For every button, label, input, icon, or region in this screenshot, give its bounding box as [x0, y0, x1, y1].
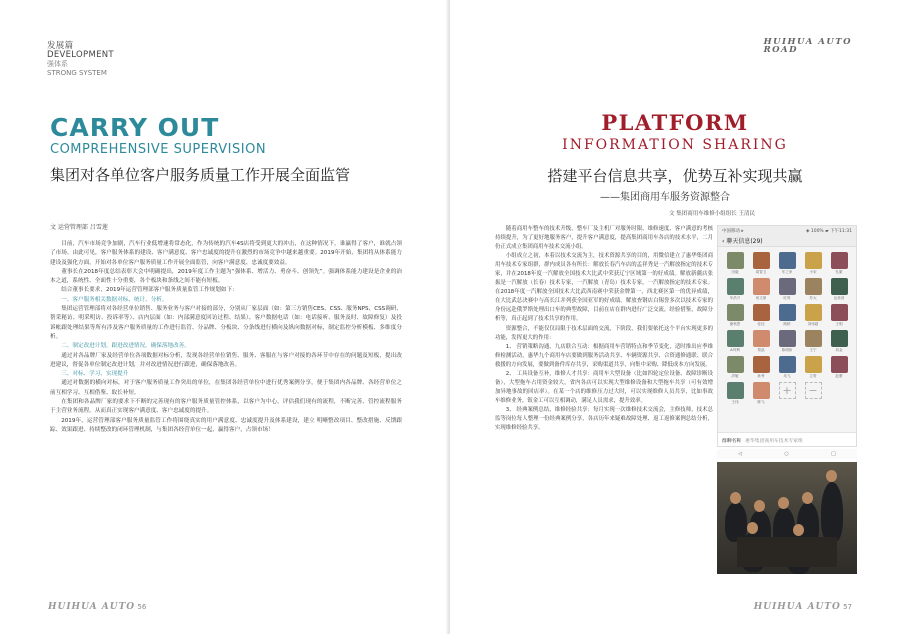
brand-line: ROAD: [763, 45, 799, 55]
member-name: 谢秋思: [729, 322, 741, 326]
avatar: [779, 356, 796, 373]
member-name: A玛利: [730, 348, 740, 352]
avatar: [831, 330, 848, 347]
paragraph: 通过对数据的横向对标，对于客户服务质量工作突出的单位，在集团各经营单位中进行优秀案例分享，便于集团内各品牌、各经营单位之前互相学习、互相借鉴、取长补短。: [50, 380, 402, 396]
member-name: 苏大: [809, 296, 817, 300]
phone-nav-bar: [717, 449, 857, 459]
member-item: [750, 278, 772, 301]
member-name: 洪敏: [731, 374, 739, 378]
section-tag: [47, 42, 114, 78]
member-item: [776, 330, 798, 353]
status-bar: [718, 226, 856, 235]
group-name-label: 群聊名称: [722, 439, 742, 444]
brand-logo: HUIHUA AUTO: [48, 602, 136, 612]
heading-en: CARRY OUT: [50, 113, 220, 142]
right-page: [450, 0, 900, 634]
avatar: [753, 330, 770, 347]
paragraph: 2019年，运营管理部客户服务质量监管工作将围绕真实的用户满意度、忠诚度提升及体系建设，建立 明晰整改项目、整改措施、反馈跟踪、效果跟进、持续整改的闭环管理机制，与集团各经营单位一起，赢得客户，占领市场！: [50, 417, 402, 433]
member-name: 陈明伟: [781, 348, 793, 352]
paragraph: 结合董事长要求，2019年运营管理部客户服务质量监管工作规划如下：: [61, 287, 238, 294]
page-footer: [48, 602, 146, 612]
subheading-en: COMPREHENSIVE SUPERVISION: [50, 142, 267, 157]
paragraph: 通过对各品牌厂家及经营单位各项数据对标分析，发现各经营单位销售、服务、客服在与客户对接的各环节中存在的问题及短板，提出改进建议，督促各单位制定改进计划，并对改进情况进行跟进，确保落地改善。: [50, 352, 402, 368]
member-item: [828, 278, 850, 301]
remove-member-button: [802, 382, 824, 405]
paragraph: 小组成立之初，本着以技术交流为主，技术资源共享的目的，用微信建立了惠华集团商用车技术专家组群，群内成员各有所长：解放长春汽车店的孟祥秀是一汽解放指定的技术专家，并在2018年度一汽解放全国技术大比武中荣获辽宁区域第一的好成绩。解放新疆店张振是一汽解放（长春）技术专家，一汽解放（青岛）技术专家，一汽解放指定的技术专家。在2018年度一汽解放全国技术大比武西南赛中荣获金牌第一，西北赛区第一的优异成绩，在大比武总决赛中与高长江并列获全国亚军的好成绩。解放查钢店白锡誉多次以技术专家的身份远赴俄罗斯处理出口车的典型故障，目前在店在群内进行广泛交流，经验借鉴，故障分析等，真正起到了技术共享的作用。: [495, 253, 713, 323]
member-item: [724, 278, 746, 301]
avatar: [727, 252, 744, 269]
member-item: [828, 304, 850, 327]
article-subtitle: ——集团商用车服务资源整合: [600, 192, 730, 203]
article-body: [495, 225, 713, 433]
minus-icon: −: [805, 382, 822, 399]
member-item: [776, 356, 798, 379]
page-number: 56: [137, 603, 147, 611]
avatar: [727, 382, 744, 399]
member-name: 王宁: [809, 348, 817, 352]
member-name: 何文豪: [755, 296, 767, 300]
group-name-row: [718, 432, 857, 446]
paragraph: 随着商用车整车的技术升级，整车厂及主机厂对服务时限、维修速度、客户满意的考核持续提升，为了更好地服务客户，提升客户满意度，提高集团商用车各店的技术水平，二月份正式成立集团商用车技术交流小组。: [495, 226, 713, 251]
section-en2: STRONG SYSTEM: [47, 69, 107, 77]
avatar: [805, 356, 822, 373]
member-name: 郑浪: [757, 348, 765, 352]
member-item: [750, 330, 772, 353]
section-heading: 三、对标、学习、实现提升: [61, 371, 129, 378]
add-member-button: [776, 382, 798, 405]
heading-en: PLATFORM: [601, 110, 749, 135]
avatar: [779, 330, 796, 347]
member-item: [724, 252, 746, 275]
page-number: 57: [843, 603, 852, 611]
member-item: [724, 304, 746, 327]
back-icon: ‹: [722, 238, 725, 245]
member-name: 刘金: [835, 348, 843, 352]
avatar: [779, 304, 796, 321]
avatar: [727, 356, 744, 373]
member-item: [828, 356, 850, 379]
member-name: 陈飞: [757, 400, 765, 404]
avatar: [779, 252, 796, 269]
avatar: [831, 356, 848, 373]
member-item: [750, 252, 772, 275]
group-name-value: 惠华集团商用车技术专家组: [745, 439, 803, 444]
brand-logo-top: [764, 38, 852, 54]
avatar: [805, 304, 822, 321]
member-name: 赵蕾: [835, 374, 843, 378]
member-name: 车之家: [781, 270, 793, 274]
brand-line: HUIHUA AUTO: [763, 37, 852, 47]
avatar: [805, 330, 822, 347]
member-name: 立哥: [809, 374, 817, 378]
member-item: [724, 382, 746, 405]
member-item: [802, 304, 824, 327]
member-name: 吴飞: [783, 374, 791, 378]
subheading-en: INFORMATION SHARING: [562, 137, 788, 153]
paragraph: 目前，汽车市场竞争加剧，汽车行业低增速将常态化，作为传统的汽车4S店将受到更大的冲击，在这种情况下，谁赢得了客户，谁就占领了市场。由此可见，客户服务体系的建设、客户满意度、客户忠诚度的提升在激烈的市场竞争中越来越重要。2019年开始，集团将从体系能力建设及强化方面，开始对各单位客户服务质量工作开展全面监管，向客户满意度、忠诚度要效益。: [50, 241, 402, 266]
avatar: [753, 304, 770, 321]
list-item: 1、 营销策略沟通，九店联合互动：根据商用车营销特点和季节变化，适时推出应季维修检测活动，惠华九个商用车店要做到服务活动共享、车辆资源共享、合资通修通联、联合救援的方向发展，要做到备件库存共享，采购渠道共享，向集中采购、降低成本方向发展。: [495, 343, 713, 368]
avatar: [831, 278, 848, 295]
article-body: [50, 240, 402, 435]
team-photo: [717, 462, 857, 574]
member-item: [776, 278, 798, 301]
member-item: [750, 356, 772, 379]
member-name: 路桥: [783, 322, 791, 326]
status-right-text: ◈ 100% ▰ 下午11:31: [805, 229, 852, 234]
paragraph: 集团运营管理部将对各经营单位销售、服务业务与客户对接的部分，分别从厂家层面（如：第三方销售CES、CSS、服务NPS、CSS调研、帮采秘访、明采明访、投诉率等）、店内层面（如：内部满意度回访过程、结果）、客户数据电话（如：电话接听、服务及时、故障修复）及投诉帐跟处理结果等所有涉及客户服务质量的工作进行监管、分品牌、分板块、分条线进行横向及纵向数据对标，制定监控分析模板、多维度分析。: [50, 306, 402, 340]
member-name: 孙秀: [757, 374, 765, 378]
chat-header: [718, 235, 856, 247]
recent-nav-icon: □: [831, 451, 836, 457]
member-name: 周智卫: [755, 270, 767, 274]
member-item: [776, 304, 798, 327]
article-author: 文 运营管理部 吕雪莲: [50, 224, 108, 231]
member-item: [750, 304, 772, 327]
member-name: 车洪兴: [729, 296, 741, 300]
avatar: [831, 252, 848, 269]
article-title: 搭建平台信息共享，优势互补实现共赢: [547, 167, 803, 185]
member-item: [802, 330, 824, 353]
list-item: 2、 工具设备互补，维修人才共享：商用车大型设备（比如四轮定位设备、故障诊断设备），大型拖车占用资金较大，省内各店可以实现大型维修设备和大型拖车共享（可有效增加异地事故的回店率）。在某一个店的维修压力过大时，可以实现维修人员共享，比如事故车维修业务，钣金工可以互相调动，满足人员需求，提升效率。: [495, 370, 713, 404]
member-item: [802, 356, 824, 379]
chat-title: 聊天信息(29): [726, 238, 763, 245]
section-heading: 二、制定改进计划，跟进改进情况，确保落地改善。: [61, 343, 190, 350]
section-cn2: 强体系: [47, 60, 68, 68]
member-item: [802, 252, 824, 275]
paragraph: 董事长在2018年度总结表彰大会中明确提出，2019年度工作主题为“强体系、增活力、勇奋斗、创领先”。强调体系能力建设是企业的治本之道，系统性、全面性十分重要，各个板块和条线之间不能有短板。: [50, 268, 402, 285]
member-name: 刘伟超: [807, 322, 819, 326]
member-name: 王明: [835, 322, 843, 326]
member-item: [802, 278, 824, 301]
member-name: 佳佳: [757, 322, 765, 326]
member-item: [828, 330, 850, 353]
section-en: DEVELOPMENT: [47, 50, 114, 60]
avatar: [753, 382, 770, 399]
member-name: 运营部: [833, 296, 845, 300]
member-item: [724, 330, 746, 353]
brand-logo: HUIHUA AUTO: [753, 602, 841, 612]
avatar: [779, 278, 796, 295]
carrier-text: 中国移动 ▸: [722, 229, 744, 234]
member-item: [828, 252, 850, 275]
member-grid: [718, 247, 856, 410]
avatar: [727, 330, 744, 347]
home-nav-icon: ○: [784, 451, 789, 457]
avatar: [753, 356, 770, 373]
member-item: [776, 252, 798, 275]
member-name: 王伟: [731, 400, 739, 404]
page-footer: [754, 602, 852, 612]
article-title: 集团对各单位客户服务质量工作开展全面监管: [50, 166, 351, 184]
wechat-screenshot: [717, 225, 857, 447]
member-name: 旺哥: [783, 296, 791, 300]
paragraph: 在集团和各品牌厂家的要求下不断的完善现有的客户服务质量管控体系，以客户为中心，评估我们现有的流程，不断完善、管控流程服务于主营业务流程，从而真正实现客户满意度、客户忠诚度的提升。: [50, 399, 402, 415]
section-cn: 发展篇: [47, 41, 74, 51]
paragraph: 资源整合，不能仅仅局限于技术层面的交流，下阶段，我们要依托这个平台实现更多的功能，发挥更大的作用：: [495, 325, 713, 341]
member-name: 小宋: [809, 270, 817, 274]
section-heading: 一、客户服务相关数据对标、统计、分析。: [61, 296, 168, 303]
list-item: 3、 经典案例总结，维修经验共享：每月实现一次维修技术交流会，主修技师，技术总监等岗位每人整理一份经典案例分享，各店历年来疑难故障处理、返工返修案例总结分析，实现维修经验共享。: [495, 406, 713, 432]
member-name: 孔繁: [835, 270, 843, 274]
member-item: [750, 382, 772, 405]
plus-icon: +: [779, 382, 796, 399]
avatar: [805, 252, 822, 269]
avatar: [805, 278, 822, 295]
avatar: [727, 278, 744, 295]
avatar: [831, 304, 848, 321]
avatar: [753, 278, 770, 295]
member-name: 田毅: [731, 270, 739, 274]
avatar: [727, 304, 744, 321]
article-author: 文 集团商用车维修小组组长 王清民: [669, 211, 755, 217]
member-item: [724, 356, 746, 379]
back-nav-icon: ◁: [738, 451, 743, 457]
avatar: [753, 252, 770, 269]
